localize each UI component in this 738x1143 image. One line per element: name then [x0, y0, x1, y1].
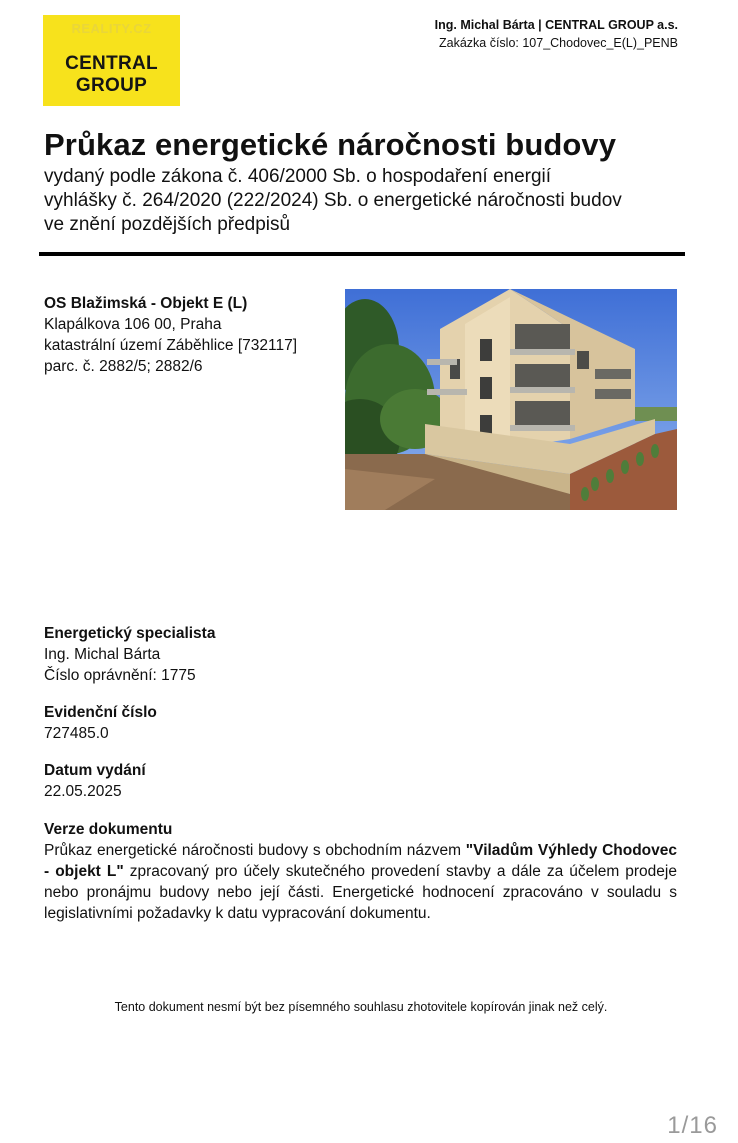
- version-text-part: zpracovaný pro účely skutečného provedení stavby a dále za účelem prodeje nebo pronájmu budovy nebo její části. Energetické hodnocení zpracováno v souladu s legislativními požadavky k datu vypracování dokumentu.: [44, 863, 677, 922]
- header-info: [435, 16, 678, 52]
- header-company: Ing. Michal Bárta | CENTRAL GROUP a.s.: [434, 18, 678, 32]
- subtitle-line: vyhlášky č. 264/2020 (222/2024) Sb. o energetické náročnosti budov: [44, 190, 622, 211]
- document-subtitle: [44, 165, 622, 237]
- logo-line-1: CENTRAL: [65, 53, 158, 74]
- logo-watermark: REALITY.CZ: [71, 21, 152, 36]
- document-version-section: [44, 819, 677, 924]
- energy-specialist-heading: Energetický specialista: [44, 625, 216, 642]
- version-text-part: Průkaz energetické náročnosti budovy s obchodním názvem: [44, 842, 466, 859]
- building-name: OS Blažimská - Objekt E (L): [44, 295, 248, 312]
- issue-date-section: [44, 760, 146, 802]
- energy-specialist-section: [44, 623, 215, 686]
- page-number: 1/16: [667, 1112, 718, 1139]
- building-address: Klapálkova 106 00, Praha: [44, 316, 222, 333]
- building-photo: [345, 289, 677, 510]
- header-divider: [39, 252, 685, 256]
- copy-notice: Tento dokument nesmí být bez písemného souhlasu zhotovitele kopírován jinak než celý.: [114, 1000, 608, 1014]
- energy-specialist-name: Ing. Michal Bárta: [44, 646, 161, 663]
- issue-date-value: 22.05.2025: [44, 783, 122, 800]
- evidence-number-value: 727485.0: [44, 725, 109, 742]
- evidence-number-heading: Evidenční číslo: [44, 704, 157, 721]
- evidence-number-section: [44, 702, 157, 744]
- building-cadastral: katastrální území Záběhlice [732117]: [44, 337, 298, 354]
- logo-line-2: GROUP: [75, 75, 148, 96]
- version-trade-name: "Viladům Výhledy Chodovec - objekt L": [44, 842, 677, 880]
- document-version-text: [44, 840, 677, 924]
- subtitle-line: vydaný podle zákona č. 406/2000 Sb. o hospodaření energií: [44, 166, 552, 187]
- central-group-logo: [43, 15, 180, 106]
- issue-date-heading: Datum vydání: [44, 762, 146, 779]
- document-version-heading: Verze dokumentu: [44, 821, 173, 838]
- subtitle-line: ve znění pozdějších předpisů: [44, 214, 291, 235]
- header-order-number: Zakázka číslo: 107_Chodovec_E(L)_PENB: [438, 36, 678, 50]
- building-info: [44, 293, 297, 377]
- energy-specialist-license: Číslo oprávnění: 1775: [44, 667, 196, 684]
- document-title: Průkaz energetické náročnosti budovy: [44, 127, 617, 162]
- building-parcel: parc. č. 2882/5; 2882/6: [44, 358, 203, 375]
